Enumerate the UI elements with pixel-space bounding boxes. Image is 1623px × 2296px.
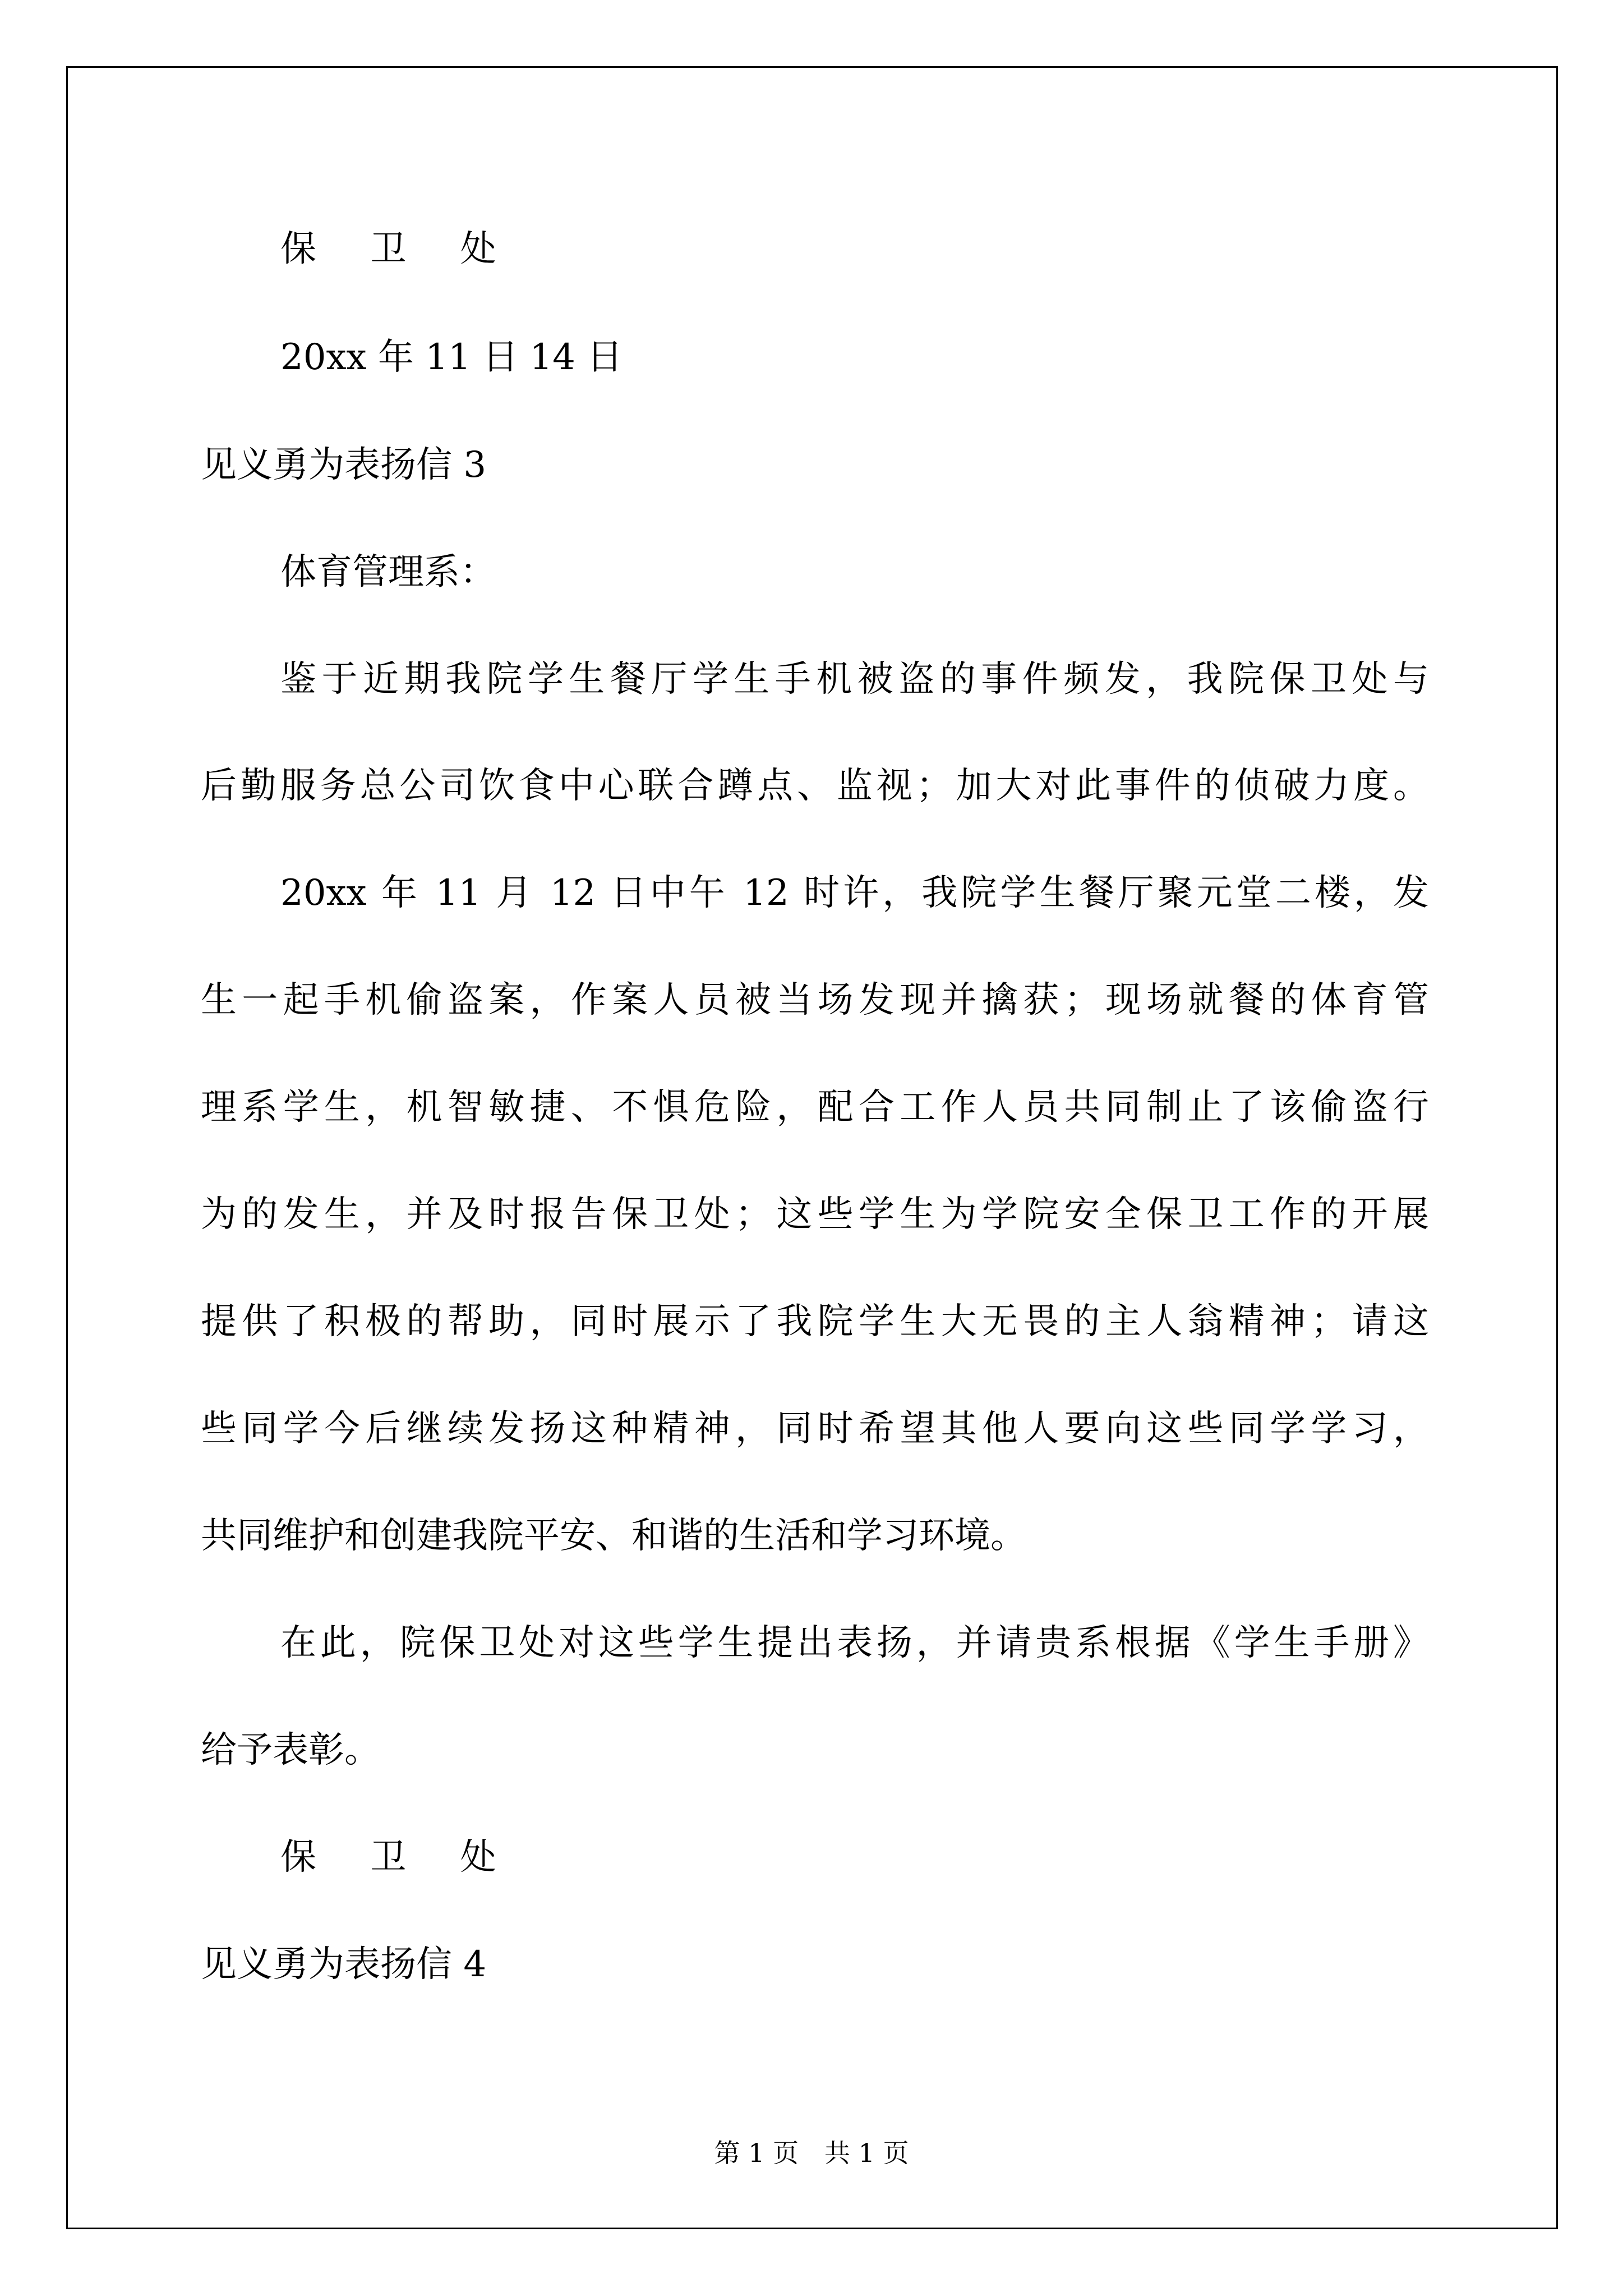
section-title-4: 见义勇为表扬信 4 bbox=[201, 1944, 487, 1985]
section-title-3: 见义勇为表扬信 3 bbox=[201, 444, 487, 486]
signature-office: 保 卫 处 bbox=[280, 1837, 518, 1878]
paragraph-line: 给予表彰。 bbox=[201, 1729, 380, 1771]
paragraph-line: 为的发生，并及时报告保卫处；这些学生为学院安全保卫工作的开展 bbox=[201, 1194, 1429, 1235]
paragraph-line: 在此，院保卫处对这些学生提出表扬，并请贵系根据《学生手册》 bbox=[280, 1622, 1429, 1664]
paragraph-line: 鉴于近期我院学生餐厅学生手机被盗的事件频发，我院保卫处与 bbox=[280, 659, 1429, 700]
paragraph-line: 提供了积极的帮助，同时展示了我院学生大无畏的主人翁精神；请这 bbox=[201, 1301, 1429, 1342]
paragraph-line: 些同学今后继续发扬这种精神，同时希望其他人要向这些同学学习， bbox=[201, 1408, 1429, 1450]
salutation: 体育管理系： bbox=[280, 551, 496, 593]
page-border bbox=[66, 66, 1558, 2229]
signature-date: 20xx 年 11 日 14 日 bbox=[280, 337, 623, 378]
signature-office: 保 卫 处 bbox=[280, 228, 518, 270]
page-number-footer: 第 1 页 共 1 页 bbox=[714, 2138, 909, 2168]
paragraph-line: 后勤服务总公司饮食中心联合蹲点、监视；加大对此事件的侦破力度。 bbox=[201, 765, 1429, 807]
paragraph-line: 生一起手机偷盗案，作案人员被当场发现并擒获；现场就餐的体育管 bbox=[201, 979, 1429, 1021]
paragraph-line: 理系学生，机智敏捷、不惧危险，配合工作人员共同制止了该偷盗行 bbox=[201, 1087, 1429, 1128]
paragraph-line: 20xx 年 11 月 12 日中午 12 时许，我院学生餐厅聚元堂二楼，发 bbox=[280, 872, 1429, 914]
paragraph-line: 共同维护和创建我院平安、和谐的生活和学习环境。 bbox=[201, 1515, 1026, 1557]
